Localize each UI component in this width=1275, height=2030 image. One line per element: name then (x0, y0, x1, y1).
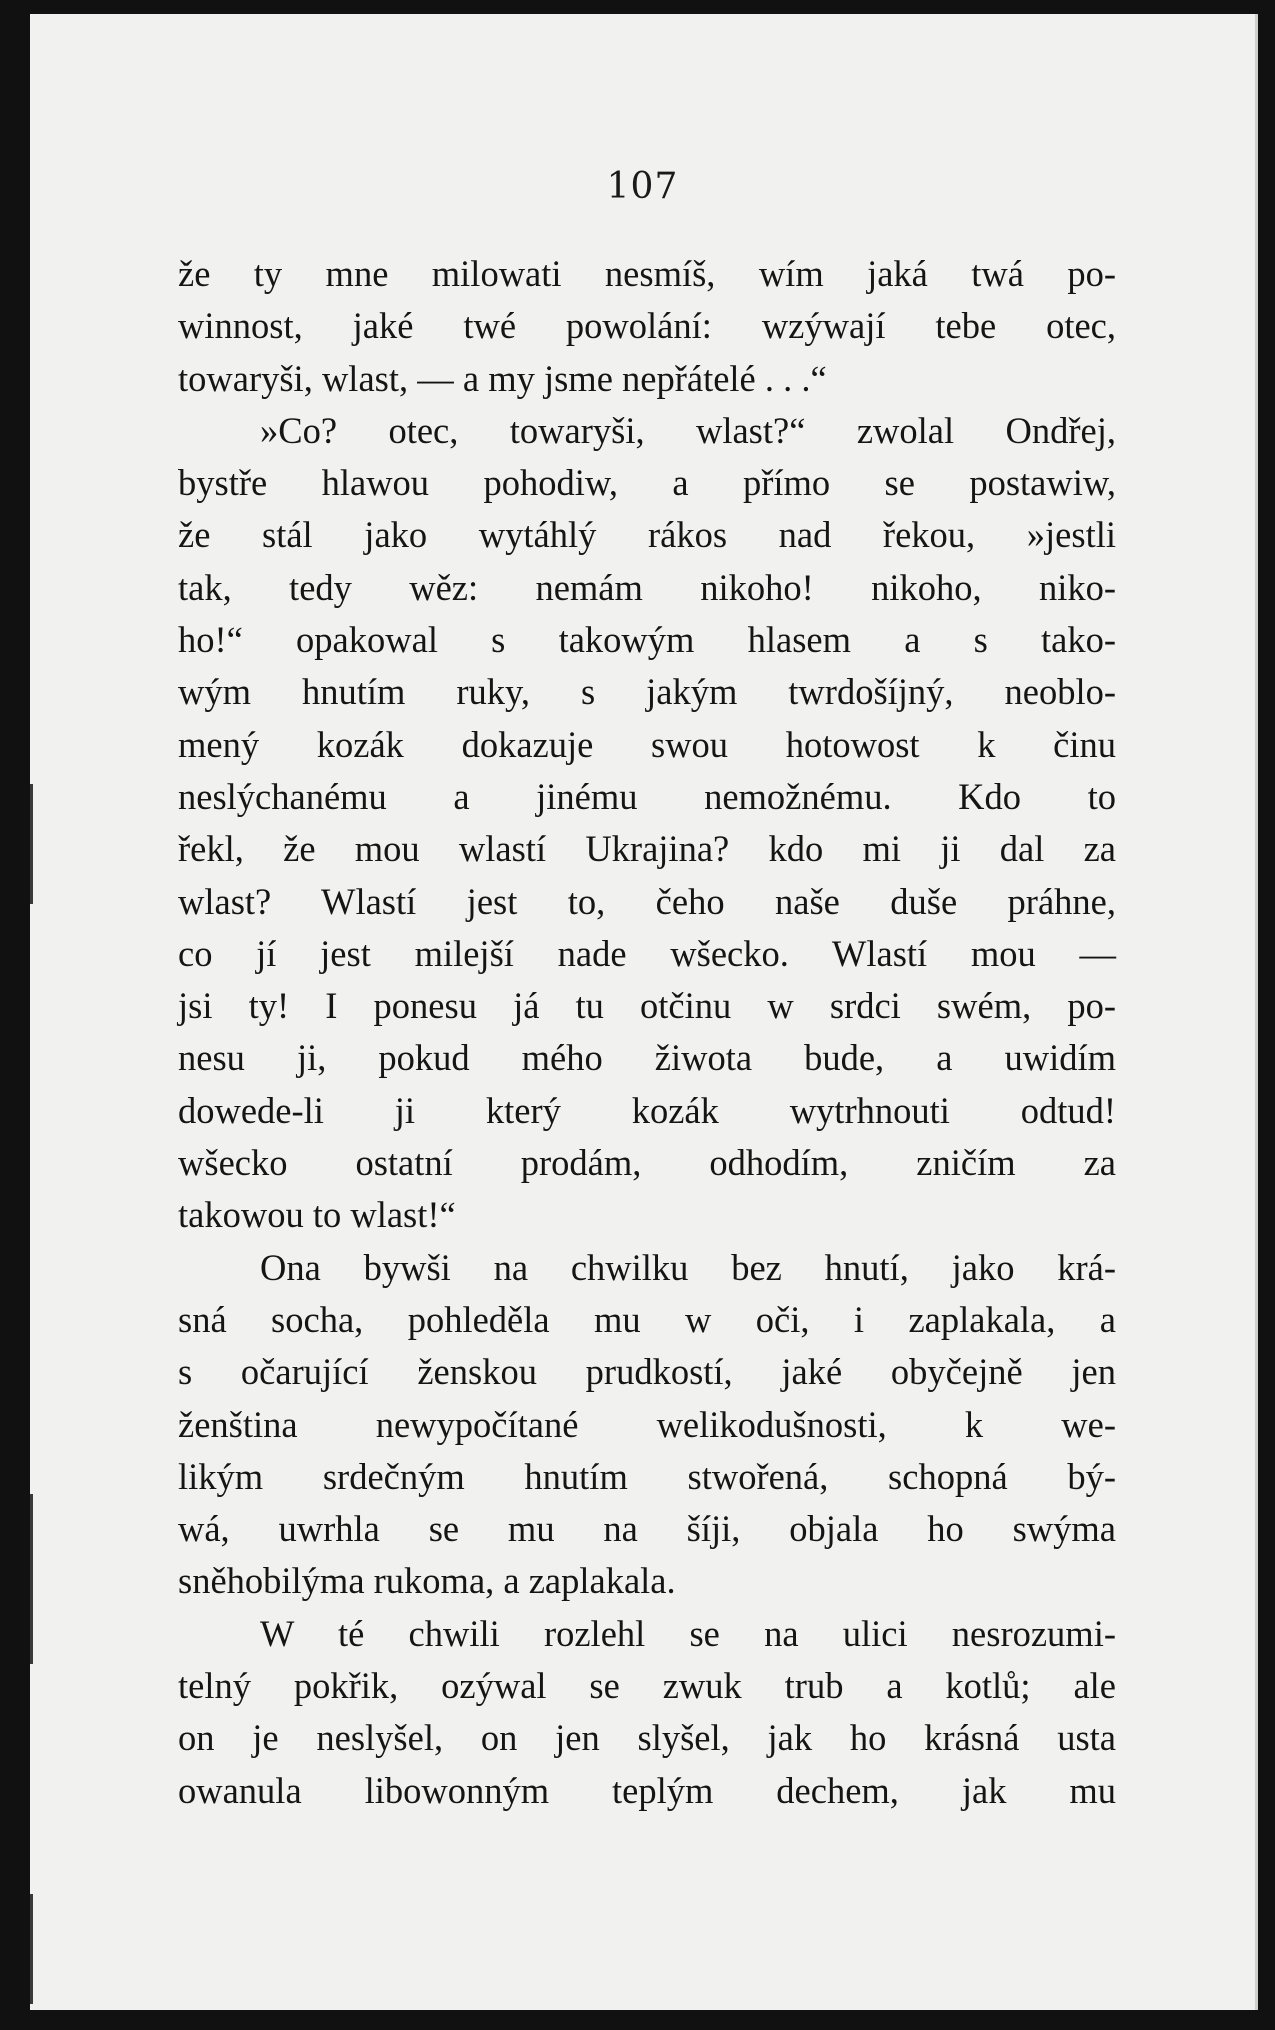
text-line: wlast? Wlastí jest to, čeho naše duše práhne, (178, 880, 1116, 922)
text-line: sná socha, pohleděla mu w oči, i zaplakala, a (178, 1298, 1116, 1340)
page-number: 107 (606, 166, 679, 207)
text-line: řekl, že mou wlastí Ukrajina? kdo mi ji dal za (178, 828, 1116, 870)
text-line: telný pokřik, ozýwal se zwuk trub a kotlů; ale (178, 1665, 1116, 1707)
text-line: že ty mne milowati nesmíš, wím jaká twá po- (178, 253, 1116, 294)
text-line: wšecko ostatní prodám, odhodím, zničím za (178, 1142, 1116, 1184)
text-line: dowede-li ji který kozák wytrhnouti odtud! (178, 1089, 1116, 1131)
text-line: Ona bywši na chwilku bez hnutí, jako krá- (260, 1246, 1116, 1288)
text-line: wá, uwrhla se mu na šíji, objala ho swýma (178, 1508, 1116, 1550)
text-line: s očarující ženskou prudkostí, jaké obyčejně jen (178, 1351, 1116, 1393)
text-line: mený kozák dokazuje swou hotowost k činu (178, 723, 1116, 765)
text-line: ho!“ opakowal s takowým hlasem a s tako- (178, 619, 1116, 661)
text-line: owanula libowonným teplým dechem, jak mu (178, 1769, 1116, 1811)
text-line: ženština newypočítané welikodušnosti, k we- (178, 1403, 1116, 1445)
text-line: sněhobilýma rukoma, a zaplakala. (178, 1560, 676, 1602)
text-line: W té chwili rozlehl se na ulici nesrozumi- (260, 1612, 1116, 1654)
text-line: wým hnutím ruky, s jakým twrdošíjný, neoblo- (178, 671, 1116, 713)
text-line: bystře hlawou pohodiw, a přímo se postawiw, (178, 462, 1116, 504)
text-line: že stál jako wytáhlý rákos nad řekou, »jestli (178, 514, 1116, 556)
spine-shadow-mark (30, 1894, 33, 2004)
text-line: neslýchanému a jinému nemožnému. Kdo to (178, 775, 1116, 817)
text-line: nesu ji, pokud mého žiwota bude, a uwidím (178, 1037, 1116, 1079)
spine-shadow-mark (30, 1494, 33, 1664)
text-line: winnost, jaké twé powolání: wzýwají tebe otec, (178, 305, 1116, 347)
text-line: towaryši, wlast, — a my jsme nepřátelé . . .“ (178, 357, 827, 399)
text-line: takowou to wlast!“ (178, 1194, 456, 1236)
spine-shadow-mark (30, 784, 33, 904)
text-line: jsi ty! I ponesu já tu otčinu w srdci swém, po- (178, 985, 1116, 1027)
text-line: tak, tedy wěz: nemám nikoho! nikoho, niko- (178, 566, 1116, 608)
body-text (178, 248, 1116, 1817)
text-line: likým srdečným hnutím stwořená, schopná bý- (178, 1455, 1116, 1497)
text-line: »Co? otec, towaryši, wlast?“ zwolal Ondřej, (260, 409, 1116, 451)
text-line: co jí jest milejší nade wšecko. Wlastí mou — (178, 932, 1116, 974)
text-line: on je neslyšel, on jen slyšel, jak ho krásná usta (178, 1717, 1116, 1759)
book-page (30, 14, 1258, 2010)
